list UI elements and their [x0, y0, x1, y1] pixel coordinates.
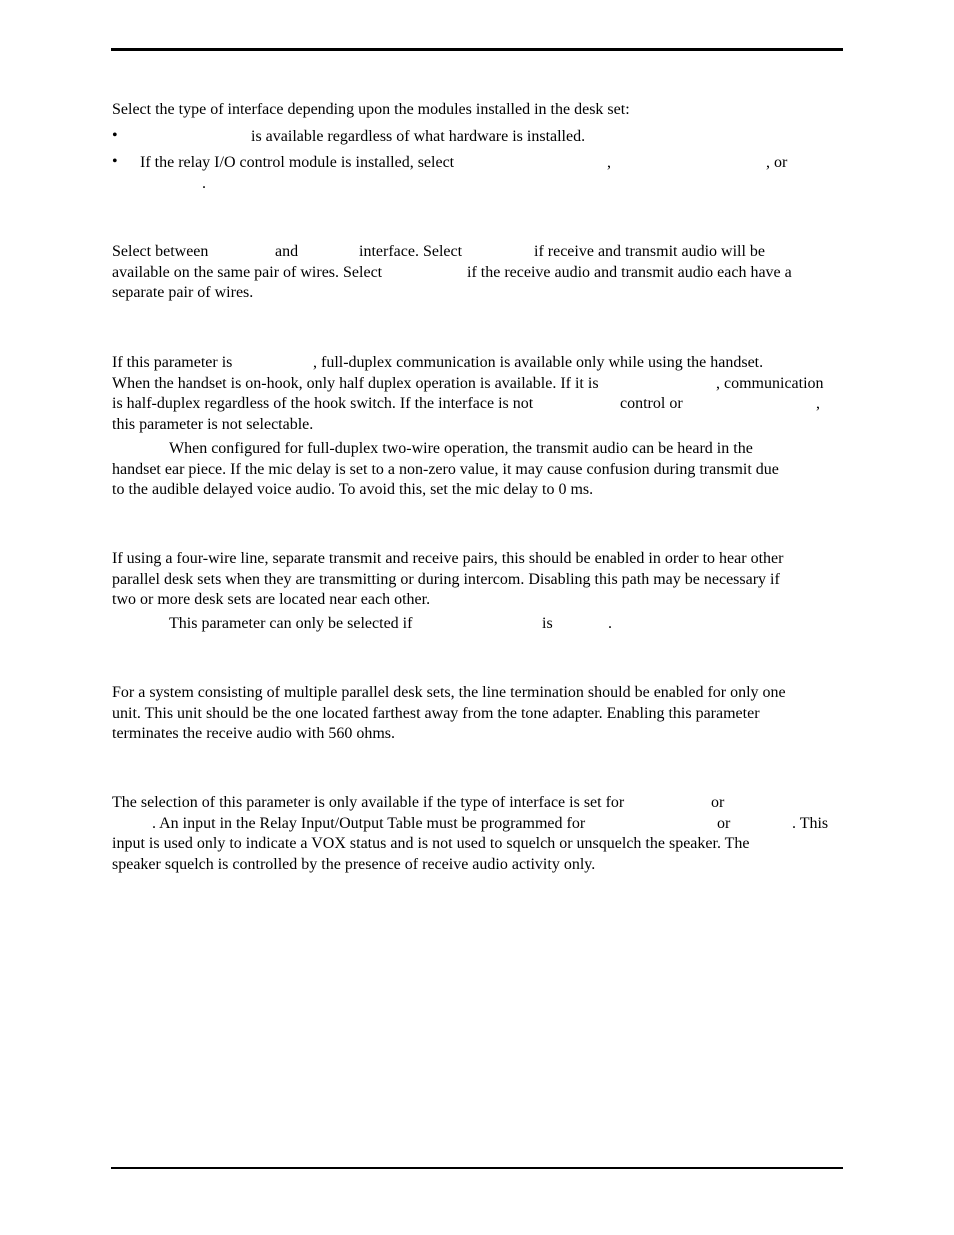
vox-text: or [711, 794, 725, 811]
termination-text: unit. This unit should be the one located farthest away from the tone adapter. Enabling this parameter [112, 704, 760, 722]
duplex-text: If this parameter is [112, 354, 233, 371]
four-wire-text: parallel desk sets when they are transmitting or during intercom. Disabling this path may be necessary if [112, 570, 780, 588]
bullet-icon: • [112, 153, 118, 170]
duplex-text: , full-duplex communication is available only while using the handset. [313, 354, 764, 371]
duplex-note-text: When configured for full-duplex two-wire operation, the transmit audio can be heard in the [169, 440, 753, 457]
bullet-2-or: , or [766, 154, 788, 171]
interface-intro-paragraph [112, 100, 840, 121]
duplex-paragraph [112, 353, 840, 435]
four-wire-note-text: . [608, 615, 612, 632]
four-wire-text: two or more desk sets are located near each other. [112, 591, 431, 609]
header-rule [111, 48, 843, 51]
bullet-1-text: is available regardless of what hardware is installed. [251, 128, 586, 145]
wire-text: and [275, 243, 299, 260]
bullet-2-text: If the relay I/O control module is installed, select [140, 154, 455, 171]
bullet-icon: • [112, 127, 118, 144]
vox-text: input is used only to indicate a VOX status and is not used to squelch or unsquelch the speaker. The [112, 835, 750, 853]
wire-text: Select between [112, 243, 209, 260]
bullet-item-1 [112, 127, 840, 148]
wire-interface-paragraph [112, 242, 840, 304]
termination-text: terminates the receive audio with 560 ohms. [112, 725, 396, 743]
duplex-text: this parameter is not selectable. [112, 415, 314, 433]
interface-intro-text: Select the type of interface depending upon the modules installed in the desk set: [112, 101, 630, 118]
duplex-note-text: handset ear piece. If the mic delay is set to a non-zero value, it may cause confusion during transmit due [112, 460, 779, 478]
bullet-2-comma: , [607, 154, 611, 171]
wire-text: if receive and transmit audio will be [534, 243, 766, 260]
termination-paragraph [112, 683, 840, 745]
duplex-note-paragraph [112, 439, 840, 501]
vox-text: or [717, 814, 731, 832]
footer-rule [111, 1167, 843, 1169]
four-wire-note-paragraph [112, 614, 840, 635]
duplex-text: is half-duplex regardless of the hook switch. If the interface is not [112, 395, 534, 413]
wire-text: available on the same pair of wires. Select [112, 263, 383, 281]
vox-text: The selection of this parameter is only available if the type of interface is set for [112, 794, 625, 811]
duplex-text: , [816, 395, 820, 413]
vox-text: . This [792, 814, 829, 832]
four-wire-note-text: is [542, 615, 553, 632]
wire-text: separate pair of wires. [112, 284, 254, 302]
bullet-item-2 [112, 153, 840, 194]
four-wire-text: If using a four-wire line, separate transmit and receive pairs, this should be enabled in order to hear other [112, 550, 784, 567]
bullet-2-period: . [202, 174, 206, 192]
four-wire-note-text: This parameter can only be selected if [169, 615, 413, 632]
vox-paragraph [112, 793, 840, 875]
wire-text: interface. Select [359, 243, 463, 260]
termination-text: For a system consisting of multiple parallel desk sets, the line termination should be enabled for only one [112, 684, 786, 701]
four-wire-paragraph [112, 549, 840, 611]
duplex-text: control or [620, 395, 683, 413]
vox-text: speaker squelch is controlled by the presence of receive audio activity only. [112, 855, 596, 873]
duplex-text: , communication [716, 374, 824, 392]
duplex-note-text: to the audible delayed voice audio. To avoid this, set the mic delay to 0 ms. [112, 481, 594, 499]
wire-text: if the receive audio and transmit audio each have a [467, 263, 792, 281]
vox-text: . An input in the Relay Input/Output Table must be programmed for [152, 814, 586, 832]
duplex-text: When the handset is on-hook, only half duplex operation is available. If it is [112, 374, 599, 392]
